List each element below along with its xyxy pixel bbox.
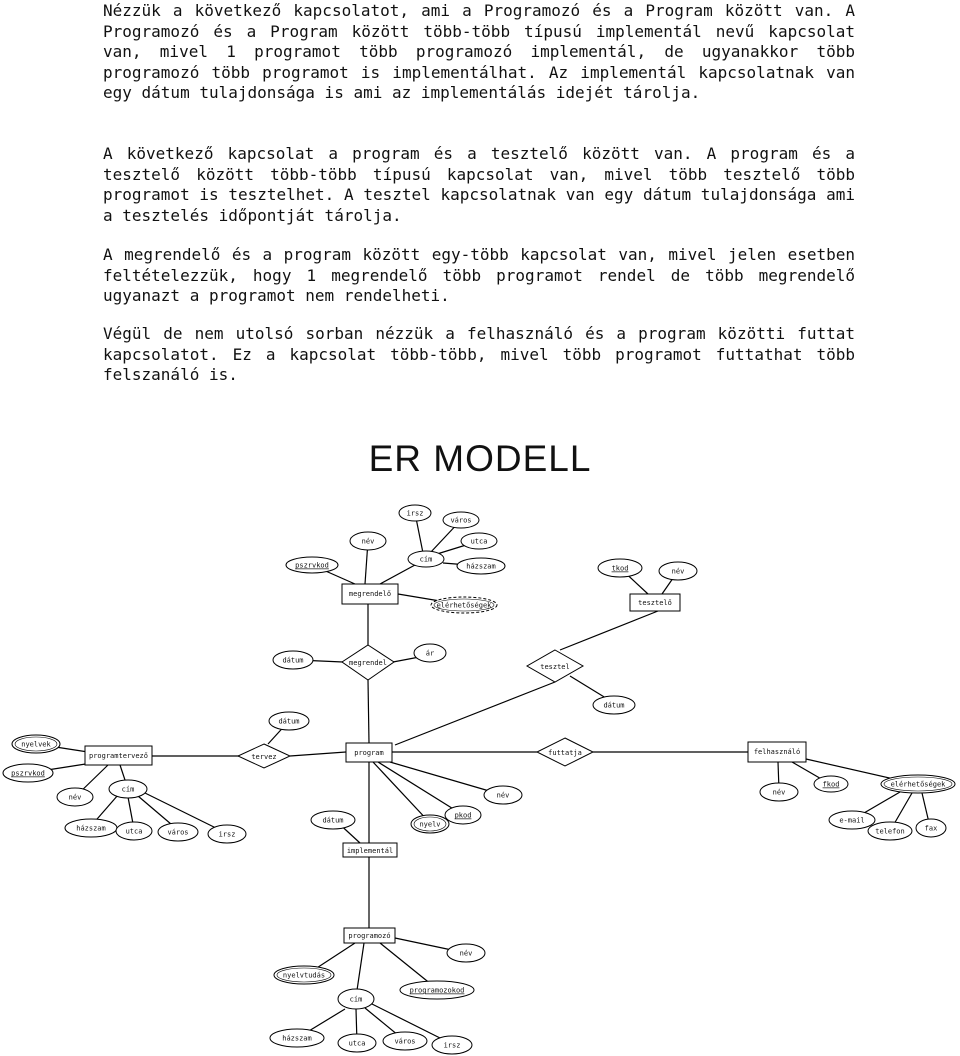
relationship-futtatja (537, 738, 593, 766)
svg-text:utca: utca (125, 827, 143, 836)
attr-tesztel-datum (593, 696, 635, 714)
attr-megrendel-ar (414, 644, 446, 662)
attr-programozo-nev (447, 944, 485, 962)
attributes (3, 505, 955, 1054)
svg-text:dátum: dátum (322, 816, 344, 825)
svg-text:cím: cím (121, 785, 135, 794)
attr-programozo-cim (338, 989, 374, 1009)
svg-text:név: név (496, 791, 510, 800)
attr-megrendelo-irsz (399, 505, 431, 521)
entity-programozo-label: programozó (348, 932, 391, 940)
svg-text:pkod: pkod (454, 811, 472, 820)
svg-text:város: város (394, 1037, 416, 1046)
attr-program-nyelv (411, 815, 449, 833)
attr-felhasznalo-nev (760, 783, 798, 801)
entity-megrendelo-label: megrendelő (348, 590, 392, 598)
entity-implementalas-label: implementál (346, 847, 394, 855)
attr-megrendelo-nev (350, 532, 386, 550)
entity-implementalas (343, 843, 397, 857)
svg-text:dátum: dátum (282, 656, 304, 665)
svg-text:dátum: dátum (278, 717, 300, 726)
svg-text:város: város (450, 516, 472, 525)
attr-megrendelo-pszrvkod (286, 557, 338, 573)
attr-megrendel-datum (273, 651, 313, 669)
attr-tervez-datum (269, 712, 309, 730)
relationship-megrendel-label: megrendel (349, 659, 387, 667)
entity-megrendelo (342, 584, 398, 604)
relationship-megrendel (342, 645, 394, 680)
attr-programtervezo-cim (109, 780, 147, 798)
svg-text:programozokod: programozokod (409, 986, 465, 995)
svg-text:város: város (167, 828, 189, 837)
attr-implementalas-datum (311, 811, 355, 829)
edges (28, 513, 930, 1044)
paragraph-megrendel: A megrendelő és a program között egy-több kapcsolat van, mivel jelen esetben feltételezzük, hogy 1 megrendelő több programot rendel de több megrendelő ugyanazt a programot nem rendelheti. (103, 245, 855, 306)
attr-megrendelo-varos (443, 512, 479, 528)
attr-programtervezo-hazszam (65, 819, 117, 837)
svg-text:pszrvkod: pszrvkod (11, 769, 45, 778)
svg-text:utca: utca (470, 537, 488, 546)
relationship-tervez-label: tervez (251, 753, 277, 761)
attr-programtervezo-irsz (208, 825, 246, 843)
attr-programozo-programozokod (400, 981, 474, 999)
entity-tesztelo (630, 594, 680, 611)
attr-felhasznalo-fkod (814, 776, 848, 792)
svg-text:telefon: telefon (875, 827, 905, 836)
attr-programozo-irsz (432, 1036, 472, 1054)
svg-text:irsz: irsz (443, 1041, 461, 1050)
entity-programtervezo-label: programtervező (88, 752, 149, 760)
entity-felhasznalo (748, 742, 806, 762)
svg-text:nyelvtudás: nyelvtudás (282, 971, 326, 980)
svg-text:fkod: fkod (822, 780, 840, 789)
attr-program-nev (484, 786, 522, 804)
paragraph-tesztel: A következő kapcsolat a program és a tesztelő között van. A program és a tesztelő között több-több típusú kapcsolat van, mivel több tesztelő több programot is tesztelhet. A tesztel kapcsolatnak van egy dátum tulajdonsága ami a tesztelés időpontját tárolja. (103, 144, 855, 225)
attr-programtervezo-nyelvek (12, 735, 60, 753)
relationship-futtatja-label: futtatja (548, 749, 582, 757)
entity-felhasznalo-label: felhasználó (753, 748, 801, 756)
entity-program (346, 743, 392, 762)
svg-text:nyelv: nyelv (419, 820, 441, 829)
attr-programtervezo-pszrvkod (3, 764, 53, 782)
paragraph-implemental: Nézzük a következő kapcsolatot, ami a Programozó és a Program között van. A Programozó és a Program között több-több típusú implementál nevű kapcsolat van, mivel 1 programot több programozó implementál, de ugyanakkor több programozó több programot is implementálhat. Az implementál kapcsolatnak van egy dátum tulajdonsága is ami az implementálás idejét tárolja. (103, 1, 855, 103)
attr-programozo-nyelvtudas (274, 966, 334, 984)
svg-text:név: név (459, 949, 473, 958)
attr-programozo-hazszam (270, 1029, 324, 1047)
relationship-tesztel (527, 650, 583, 682)
er-model-title: ER MODELL (368, 438, 592, 479)
svg-text:fax: fax (924, 824, 938, 833)
entity-programtervezo (85, 746, 152, 765)
attr-felhasznalo-elerhetosegek (881, 775, 955, 793)
attr-felhasznalo-fax (916, 819, 946, 837)
attr-program-pkod (445, 806, 481, 824)
attr-megrendelo-utca (461, 533, 497, 549)
svg-text:ár: ár (425, 649, 435, 658)
svg-text:pszrvkod: pszrvkod (295, 561, 329, 570)
attr-programtervezo-utca (116, 822, 152, 840)
svg-text:irsz: irsz (406, 509, 424, 518)
attr-tesztelo-tkod (598, 559, 642, 577)
svg-text:utca: utca (348, 1039, 366, 1048)
attr-megrendelo-cim (408, 551, 444, 567)
attr-tesztelo-nev (659, 562, 697, 580)
svg-text:elérhetőségek: elérhetőségek (890, 780, 946, 789)
svg-text:e-mail: e-mail (839, 816, 865, 825)
attr-programozo-utca (338, 1034, 376, 1052)
svg-text:tkod: tkod (611, 564, 629, 573)
svg-text:nyelvek: nyelvek (21, 740, 51, 749)
entity-program-label: program (354, 749, 384, 757)
svg-text:dátum: dátum (603, 701, 625, 710)
attr-megrendelo-elerhetosegek (431, 597, 497, 613)
attr-megrendelo-hazszam (457, 558, 505, 574)
svg-text:házszam: házszam (466, 562, 496, 571)
svg-text:elérhetőségek: elérhetőségek (436, 601, 492, 610)
attr-felhasznalo-email (829, 811, 875, 829)
svg-text:irsz: irsz (218, 830, 236, 839)
svg-text:cím: cím (349, 995, 363, 1004)
attr-programtervezo-varos (158, 823, 198, 841)
svg-text:név: név (772, 788, 786, 797)
relationship-tervez (238, 744, 290, 768)
svg-text:név: név (671, 567, 685, 576)
paragraph-futtat: Végül de nem utolsó sorban nézzük a felhasználó és a program közötti futtat kapcsolatot. Ez a kapcsolat több-több, mivel több programot futtathat több felszanáló is. (103, 324, 855, 385)
svg-text:név: név (68, 793, 82, 802)
svg-text:házszam: házszam (76, 824, 106, 833)
entity-tesztelo-label: tesztelő (638, 599, 672, 607)
entities (85, 584, 806, 943)
svg-text:cím: cím (419, 555, 433, 564)
attr-programozo-varos (383, 1032, 427, 1050)
attr-felhasznalo-telefon (868, 822, 912, 840)
svg-text:házszam: házszam (282, 1034, 312, 1043)
attr-programtervezo-nev (57, 788, 93, 806)
entity-programozo (344, 928, 395, 943)
svg-text:név: név (361, 537, 375, 546)
relationship-tesztel-label: tesztel (540, 663, 570, 671)
